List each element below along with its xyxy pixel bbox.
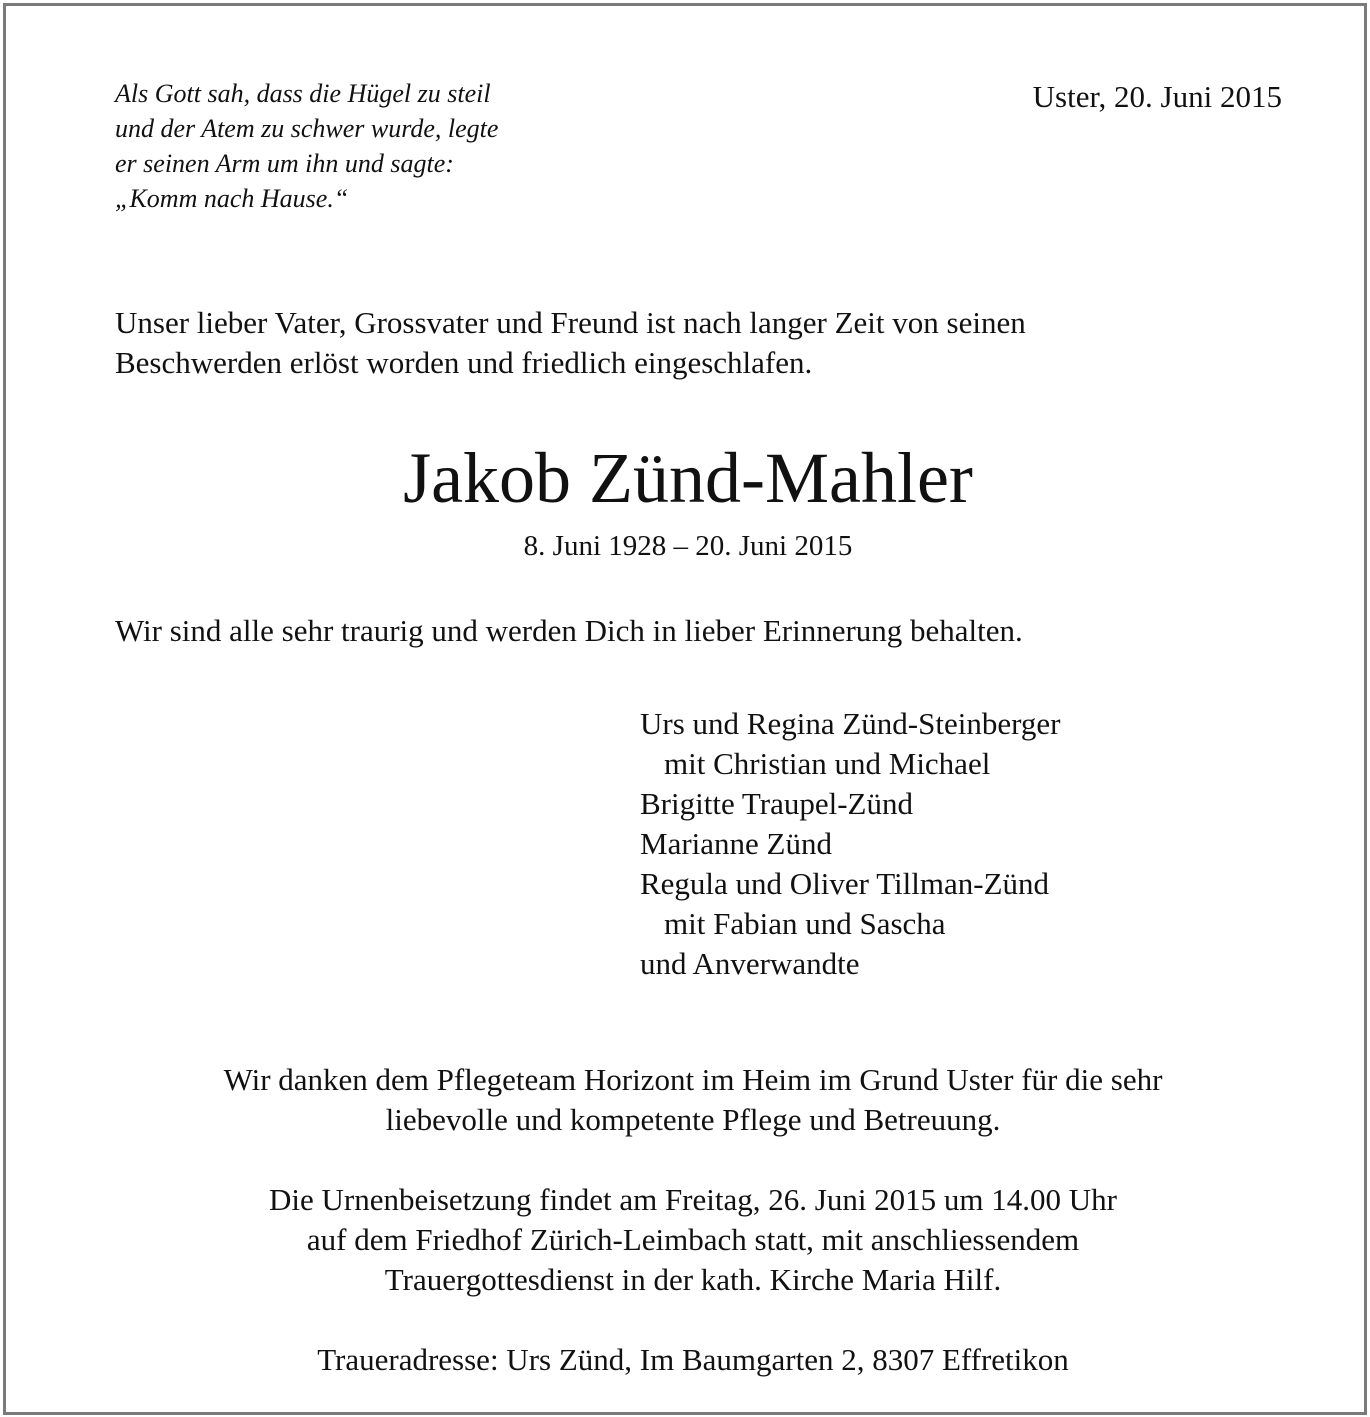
mourning-address: Traueradresse: Urs Zünd, Im Baumgarten 2, 8307 Effretikon: [317, 1342, 1069, 1377]
quote-line: er seinen Arm um ihn und sagte:: [115, 149, 454, 178]
mourner-entry: Urs und Regina Zünd-Steinberger: [640, 706, 1061, 741]
mourners-list: [640, 704, 1060, 984]
ceremony-line: auf dem Friedhof Zürich-Leimbach statt, mit anschliessendem: [306, 1222, 1080, 1257]
deceased-name: Jakob Zünd-Mahler: [403, 438, 973, 518]
mourner-entry: mit Christian und Michael: [664, 746, 991, 781]
farewell-sentence: Wir sind alle sehr traurig und werden Dich in lieber Erinnerung behalten.: [115, 613, 1023, 648]
intro-paragraph: [115, 303, 1026, 383]
mourner-entry: Brigitte Traupel-Zünd: [640, 786, 913, 821]
mourner-entry: Marianne Zünd: [640, 826, 832, 861]
ceremony-line: Die Urnenbeisetzung findet am Freitag, 26. Juni 2015 um 14.00 Uhr: [268, 1182, 1118, 1217]
mourner-entry: Regula und Oliver Tillman-Zünd: [640, 866, 1050, 901]
thanks-line: liebevolle und kompetente Pflege und Betreuung.: [385, 1102, 1001, 1137]
thanks-line: Wir danken dem Pflegeteam Horizont im Heim im Grund Uster für die sehr: [223, 1062, 1163, 1097]
intro-line: Unser lieber Vater, Grossvater und Freund ist nach langer Zeit von seinen: [115, 305, 1026, 340]
quote-line: „Komm nach Hause.“: [115, 184, 349, 213]
thanks-paragraph: [0, 1060, 1370, 1140]
mourner-entry: und Anverwandte: [640, 946, 860, 981]
ceremony-paragraph: [0, 1180, 1370, 1300]
intro-line: Beschwerden erlöst worden und friedlich eingeschlafen.: [115, 345, 813, 380]
memorial-quote: [115, 76, 635, 216]
quote-line: und der Atem zu schwer wurde, legte: [115, 114, 499, 143]
quote-line: Als Gott sah, dass die Hügel zu steil: [115, 79, 491, 108]
ceremony-line: Trauergottesdienst in der kath. Kirche Maria Hilf.: [384, 1262, 1002, 1297]
mourner-entry: mit Fabian und Sascha: [664, 906, 946, 941]
lifespan-dates: 8. Juni 1928 – 20. Juni 2015: [523, 530, 853, 562]
place-date: Uster, 20. Juni 2015: [1032, 79, 1282, 114]
